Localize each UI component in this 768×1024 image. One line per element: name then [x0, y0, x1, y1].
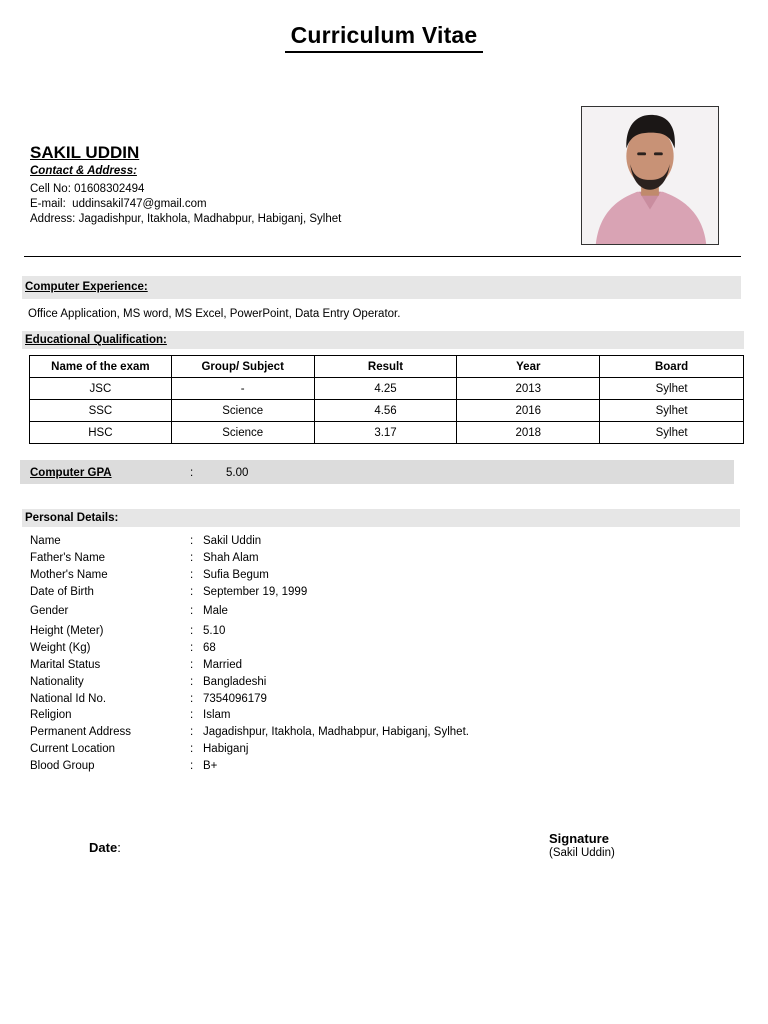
computer-gpa-value: 5.00 [226, 467, 249, 479]
column-header: Year [457, 356, 600, 378]
personal-value: Islam [203, 709, 231, 721]
table-cell: SSC [30, 400, 172, 422]
column-header: Group/ Subject [171, 356, 314, 378]
personal-label: Mother's Name [30, 569, 108, 581]
table-cell: 4.56 [314, 400, 457, 422]
personal-colon: : [190, 726, 194, 738]
table-cell: Science [171, 422, 314, 444]
date-label: Date [89, 840, 118, 855]
personal-label: National Id No. [30, 693, 107, 705]
table-cell: 2013 [457, 378, 600, 400]
personal-value: B+ [203, 760, 218, 772]
personal-colon: : [190, 625, 194, 637]
table-row [30, 422, 744, 444]
table-cell: Sylhet [600, 378, 744, 400]
page-title-text: Curriculum Vitae [285, 22, 484, 53]
table-cell: 4.25 [314, 378, 457, 400]
contact-heading: Contact & Address: [30, 165, 137, 177]
table-cell: - [171, 378, 314, 400]
personal-details-heading: Personal Details: [25, 512, 119, 524]
personal-colon: : [190, 552, 194, 564]
personal-value: 68 [203, 642, 216, 654]
table-cell: 2018 [457, 422, 600, 444]
table-cell: Science [171, 400, 314, 422]
date-colon: : [117, 840, 121, 855]
applicant-name: SAKIL UDDIN [30, 143, 140, 162]
postal-address: Address: Jagadishpur, Itakhola, Madhabpur, Habiganj, Sylhet [30, 213, 342, 225]
education-heading: Educational Qualification: [25, 334, 167, 346]
date-field [89, 840, 121, 855]
personal-value: Sakil Uddin [203, 535, 262, 547]
table-cell: 2016 [457, 400, 600, 422]
computer-experience-text: Office Application, MS word, MS Excel, PowerPoint, Data Entry Operator. [28, 308, 401, 320]
signature-name: (Sakil Uddin) [549, 847, 615, 859]
personal-value: Jagadishpur, Itakhola, Madhabpur, Habiganj, Sylhet. [203, 726, 469, 738]
page-title [0, 22, 768, 53]
table-cell: Sylhet [600, 422, 744, 444]
header-divider [24, 256, 741, 257]
personal-colon: : [190, 586, 194, 598]
personal-label: Current Location [30, 743, 116, 755]
personal-colon: : [190, 642, 194, 654]
personal-value: Married [203, 659, 242, 671]
computer-gpa-band [20, 460, 734, 484]
personal-value: Male [203, 605, 228, 617]
computer-gpa-colon: : [190, 467, 194, 479]
personal-label: Father's Name [30, 552, 106, 564]
computer-gpa-label: Computer GPA [30, 467, 112, 479]
personal-colon: : [190, 709, 194, 721]
personal-label: Name [30, 535, 61, 547]
personal-label: Height (Meter) [30, 625, 104, 637]
personal-colon: : [190, 693, 194, 705]
personal-colon: : [190, 760, 194, 772]
profile-photo [581, 106, 719, 245]
personal-colon: : [190, 659, 194, 671]
table-cell: HSC [30, 422, 172, 444]
profile-photo-illustration [582, 107, 718, 244]
column-header: Result [314, 356, 457, 378]
table-cell: Sylhet [600, 400, 744, 422]
personal-value: Sufia Begum [203, 569, 269, 581]
personal-value: Habiganj [203, 743, 249, 755]
computer-experience-heading: Computer Experience: [25, 281, 148, 293]
personal-value: Shah Alam [203, 552, 259, 564]
personal-label: Marital Status [30, 659, 101, 671]
personal-colon: : [190, 605, 194, 617]
column-header: Board [600, 356, 744, 378]
personal-colon: : [190, 676, 194, 688]
table-cell: 3.17 [314, 422, 457, 444]
personal-value: September 19, 1999 [203, 586, 308, 598]
personal-value: 7354096179 [203, 693, 267, 705]
personal-label: Gender [30, 605, 69, 617]
column-header: Name of the exam [30, 356, 172, 378]
personal-label: Nationality [30, 676, 84, 688]
personal-details-band [22, 509, 740, 527]
personal-label: Weight (Kg) [30, 642, 91, 654]
personal-value: 5.10 [203, 625, 226, 637]
table-row [30, 400, 744, 422]
table-row [30, 378, 744, 400]
personal-label: Religion [30, 709, 72, 721]
personal-label: Date of Birth [30, 586, 94, 598]
personal-colon: : [190, 743, 194, 755]
personal-label: Permanent Address [30, 726, 132, 738]
personal-colon: : [190, 535, 194, 547]
cell-number: Cell No: 01608302494 [30, 183, 145, 195]
personal-label: Blood Group [30, 760, 95, 772]
education-table [29, 355, 744, 444]
table-header-row [30, 356, 744, 378]
email-address: E-mail: uddinsakil747@gmail.com [30, 198, 207, 210]
table-cell: JSC [30, 378, 172, 400]
signature-heading: Signature [549, 831, 609, 846]
personal-value: Bangladeshi [203, 676, 267, 688]
personal-colon: : [190, 569, 194, 581]
